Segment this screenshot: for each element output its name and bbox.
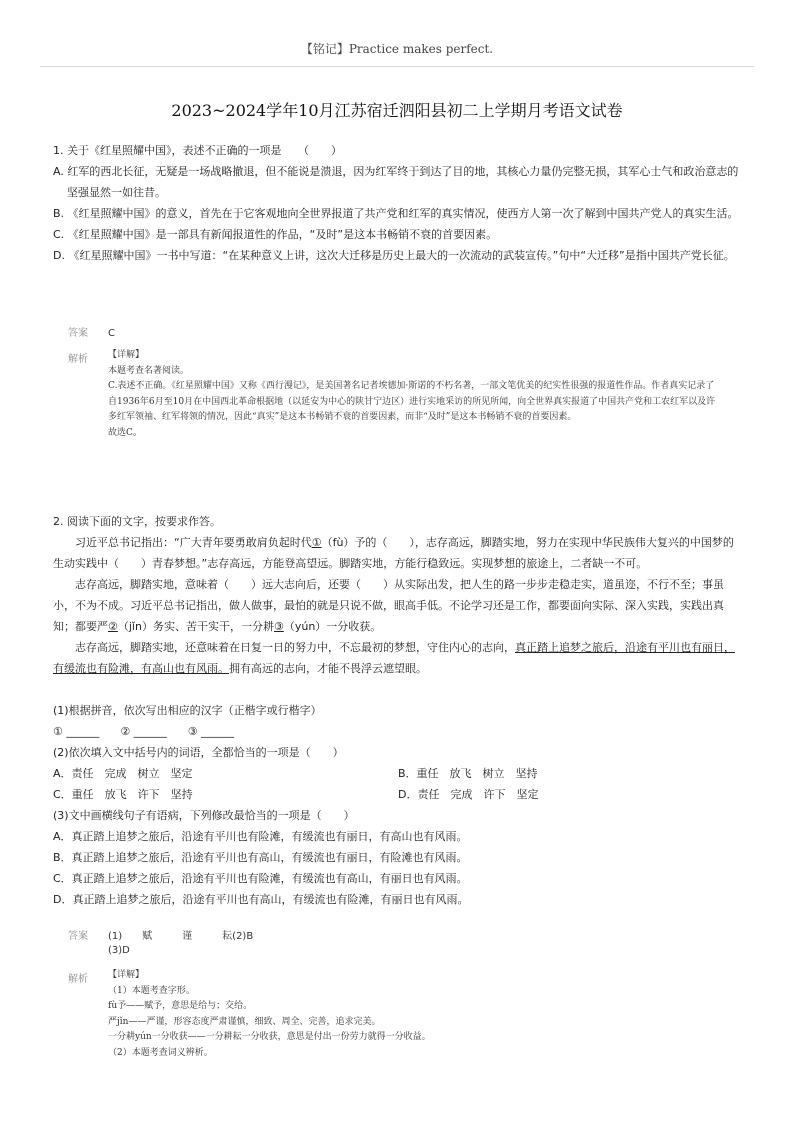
subquestion-2-option-d: D．责任 完成 许下 坚定 [398,788,539,801]
question-1-answer [68,324,115,339]
blank-3: ③ ______ [187,725,235,738]
subquestion-2-option-a: A．责任 完成 树立 坚定 [53,767,193,780]
passage-paragraph-3: 志存高远，脚踏实地，还意味着在日复一日的努力中，不忘最初的梦想，守住内心的志向，真正踏上追梦之旅后，沿途有平川也有丽日，有缓流也有险滩，有高山也有风雨。拥有高远的志向，才能不畏浮云遮望眼。 [53,641,735,675]
analysis-line: （2）本题考查词义辨析。 [108,1047,213,1058]
answer-value: C [108,328,115,339]
page-header-motto: 【铭记】Practice makes perfect. [300,42,494,56]
blank-2-marker: ② [108,620,118,633]
question-2-stem: 2. 阅读下面的文字，按要求作答。 [53,515,221,528]
question-1-analysis [108,348,718,441]
question-2-subquestions [53,700,743,910]
underlined-sentence: 真正踏上追梦之旅后，沿途有平川也有丽日，有缓流也有险滩，有高山也有风雨。 [53,641,735,675]
header-divider [40,66,754,67]
subquestion-2-options-row-1 [53,763,743,784]
answer-label: 答案 [68,328,88,339]
subquestion-1-blanks [53,721,743,742]
subquestion-1: (1)根据拼音，依次写出相应的汉字（正楷字或行楷字） [53,704,322,717]
question-2 [53,511,743,679]
subquestion-3-option-b: B．真正踏上追梦之旅后，沿途有平川也有高山，有缓流也有丽日，有险滩也有风雨。 [53,851,468,864]
analysis-line: 故选C。 [108,427,142,438]
passage-paragraph-2: 志存高远，脚踏实地，意味着（ ）远大志向后，还要（ ）从实际出发，把人生的路一步步走稳走实，道虽迩，不行不至；事虽小，不为不成。习近平总书记指出，做人做事，最怕的就是只说不做，眼高手低。不论学习还是工作，都要面向实际、深入实践，实践出真知；都要严②（jǐn）务实、苦干实干，一分耕③（yún）一分收获。 [53,578,724,633]
question-2-analysis-label: 解析 [68,974,88,985]
question-1-option-c: C. 《红星照耀中国》是一部具有新闻报道性的作品，“及时”是这本书畅销不衰的首要因素。 [53,228,498,241]
analysis-line: 严jǐn——严谨，形容态度严肃谨慎，细致、周全、完善，追求完美。 [108,1016,381,1027]
analysis-line: C.表述不正确。《红星照耀中国》又称《西行漫记》，是美国著名记者埃德加·斯诺的不朽名著，一部文笔优美的纪实性很强的报道性作品。作者真实记录了自1936年6月至10月在中国西北革命根据地（以延安为中心的陕甘宁边区）进行实地采访的所见所闻，向全世界真实报道了中国共产党和工农红军以及许多红军领袖、红军将领的情况，因此“真实”是这本书畅销不衰的首要因素，而非“及时”是这本书畅销不衰的首要因素。 [108,381,716,422]
answer-label: 答案 [68,931,88,942]
question-1-option-d: D. 《红星照耀中国》一书中写道：“在某种意义上讲，这次大迁移是历史上最大的一次流动的武装宣传。”句中“大迁移”是指中国共产党长征。 [53,249,735,262]
subquestion-3: (3)文中画横线句子有语病，下列修改最恰当的一项是（ ） [53,809,355,822]
analysis-line: 【详解】 [108,350,145,360]
question-2-analysis [108,968,718,1061]
analysis-line: （1）本题考查字形。 [108,985,195,996]
question-1 [53,140,743,266]
analysis-line: 本题考查名著阅读。 [108,365,190,376]
question-1-analysis-label: 解析 [68,354,88,365]
subquestion-2: (2)依次填入文中括号内的词语，全都恰当的一项是（ ） [53,746,344,759]
subquestion-2-option-b: B．重任 放飞 树立 坚持 [398,767,538,780]
blank-1: ① ______ [53,725,100,738]
blank-1-marker: ① [311,536,322,549]
analysis-line: 一分耕yún一分收获——一分耕耘一分收获，意思是付出一份劳力就得一分收益。 [108,1032,431,1042]
question-1-option-b: B. 《红星照耀中国》的意义，首先在于它客观地向全世界报道了共产党和红军的真实情况，使西方人第一次了解到中国共产党人的真实生活。 [53,207,739,220]
subquestion-2-option-c: C．重任 放飞 许下 坚持 [53,788,193,801]
subquestion-2-options-row-2 [53,784,743,805]
answer-line-1: (1) 赋 谨 耘(2)B [108,931,254,942]
question-2-answer [68,927,253,942]
subquestion-3-option-c: C．真正踏上追梦之旅后，沿途有平川也有险滩，有缓流也有高山，有丽日也有风雨。 [53,872,468,885]
blank-3-marker: ③ [273,620,284,633]
question-2-answer-line-2: (3)D [108,945,130,956]
exam-title: 2023~2024学年10月江苏宿迁泗阳县初二上学期月考语文试卷 [171,101,623,120]
question-1-stem: 1. 关于《红星照耀中国》，表述不正确的一项是 （ ） [53,144,342,157]
blank-2: ② ______ [120,725,167,738]
analysis-line: fù予——赋予，意思是给与；交给。 [108,1001,253,1011]
analysis-line: 【详解】 [108,970,145,980]
passage-paragraph-1: 习近平总书记指出：“广大青年要勇敢肩负起时代①（fù）予的（ ），志存高远，脚踏实地，努力在实现中华民族伟大复兴的中国梦的生动实践中（ ）青春梦想。”志存高远，方能登高望远。脚踏实地，方能行稳致远。实现梦想的旅途上，二者缺一不可。 [53,536,734,570]
subquestion-3-option-a: A．真正踏上追梦之旅后，沿途有平川也有险滩，有缓流也有丽日，有高山也有风雨。 [53,830,468,843]
subquestion-3-option-d: D．真正踏上追梦之旅后，沿途有平川也有高山，有缓流也有险滩，有丽日也有风雨。 [53,893,469,906]
question-1-option-a: A. 红军的西北长征，无疑是一场战略撤退，但不能说是溃退，因为红军终于到达了目的地，其核心力量仍完整无损，其军心士气和政治意志的坚强显然一如往昔。 [53,165,739,199]
